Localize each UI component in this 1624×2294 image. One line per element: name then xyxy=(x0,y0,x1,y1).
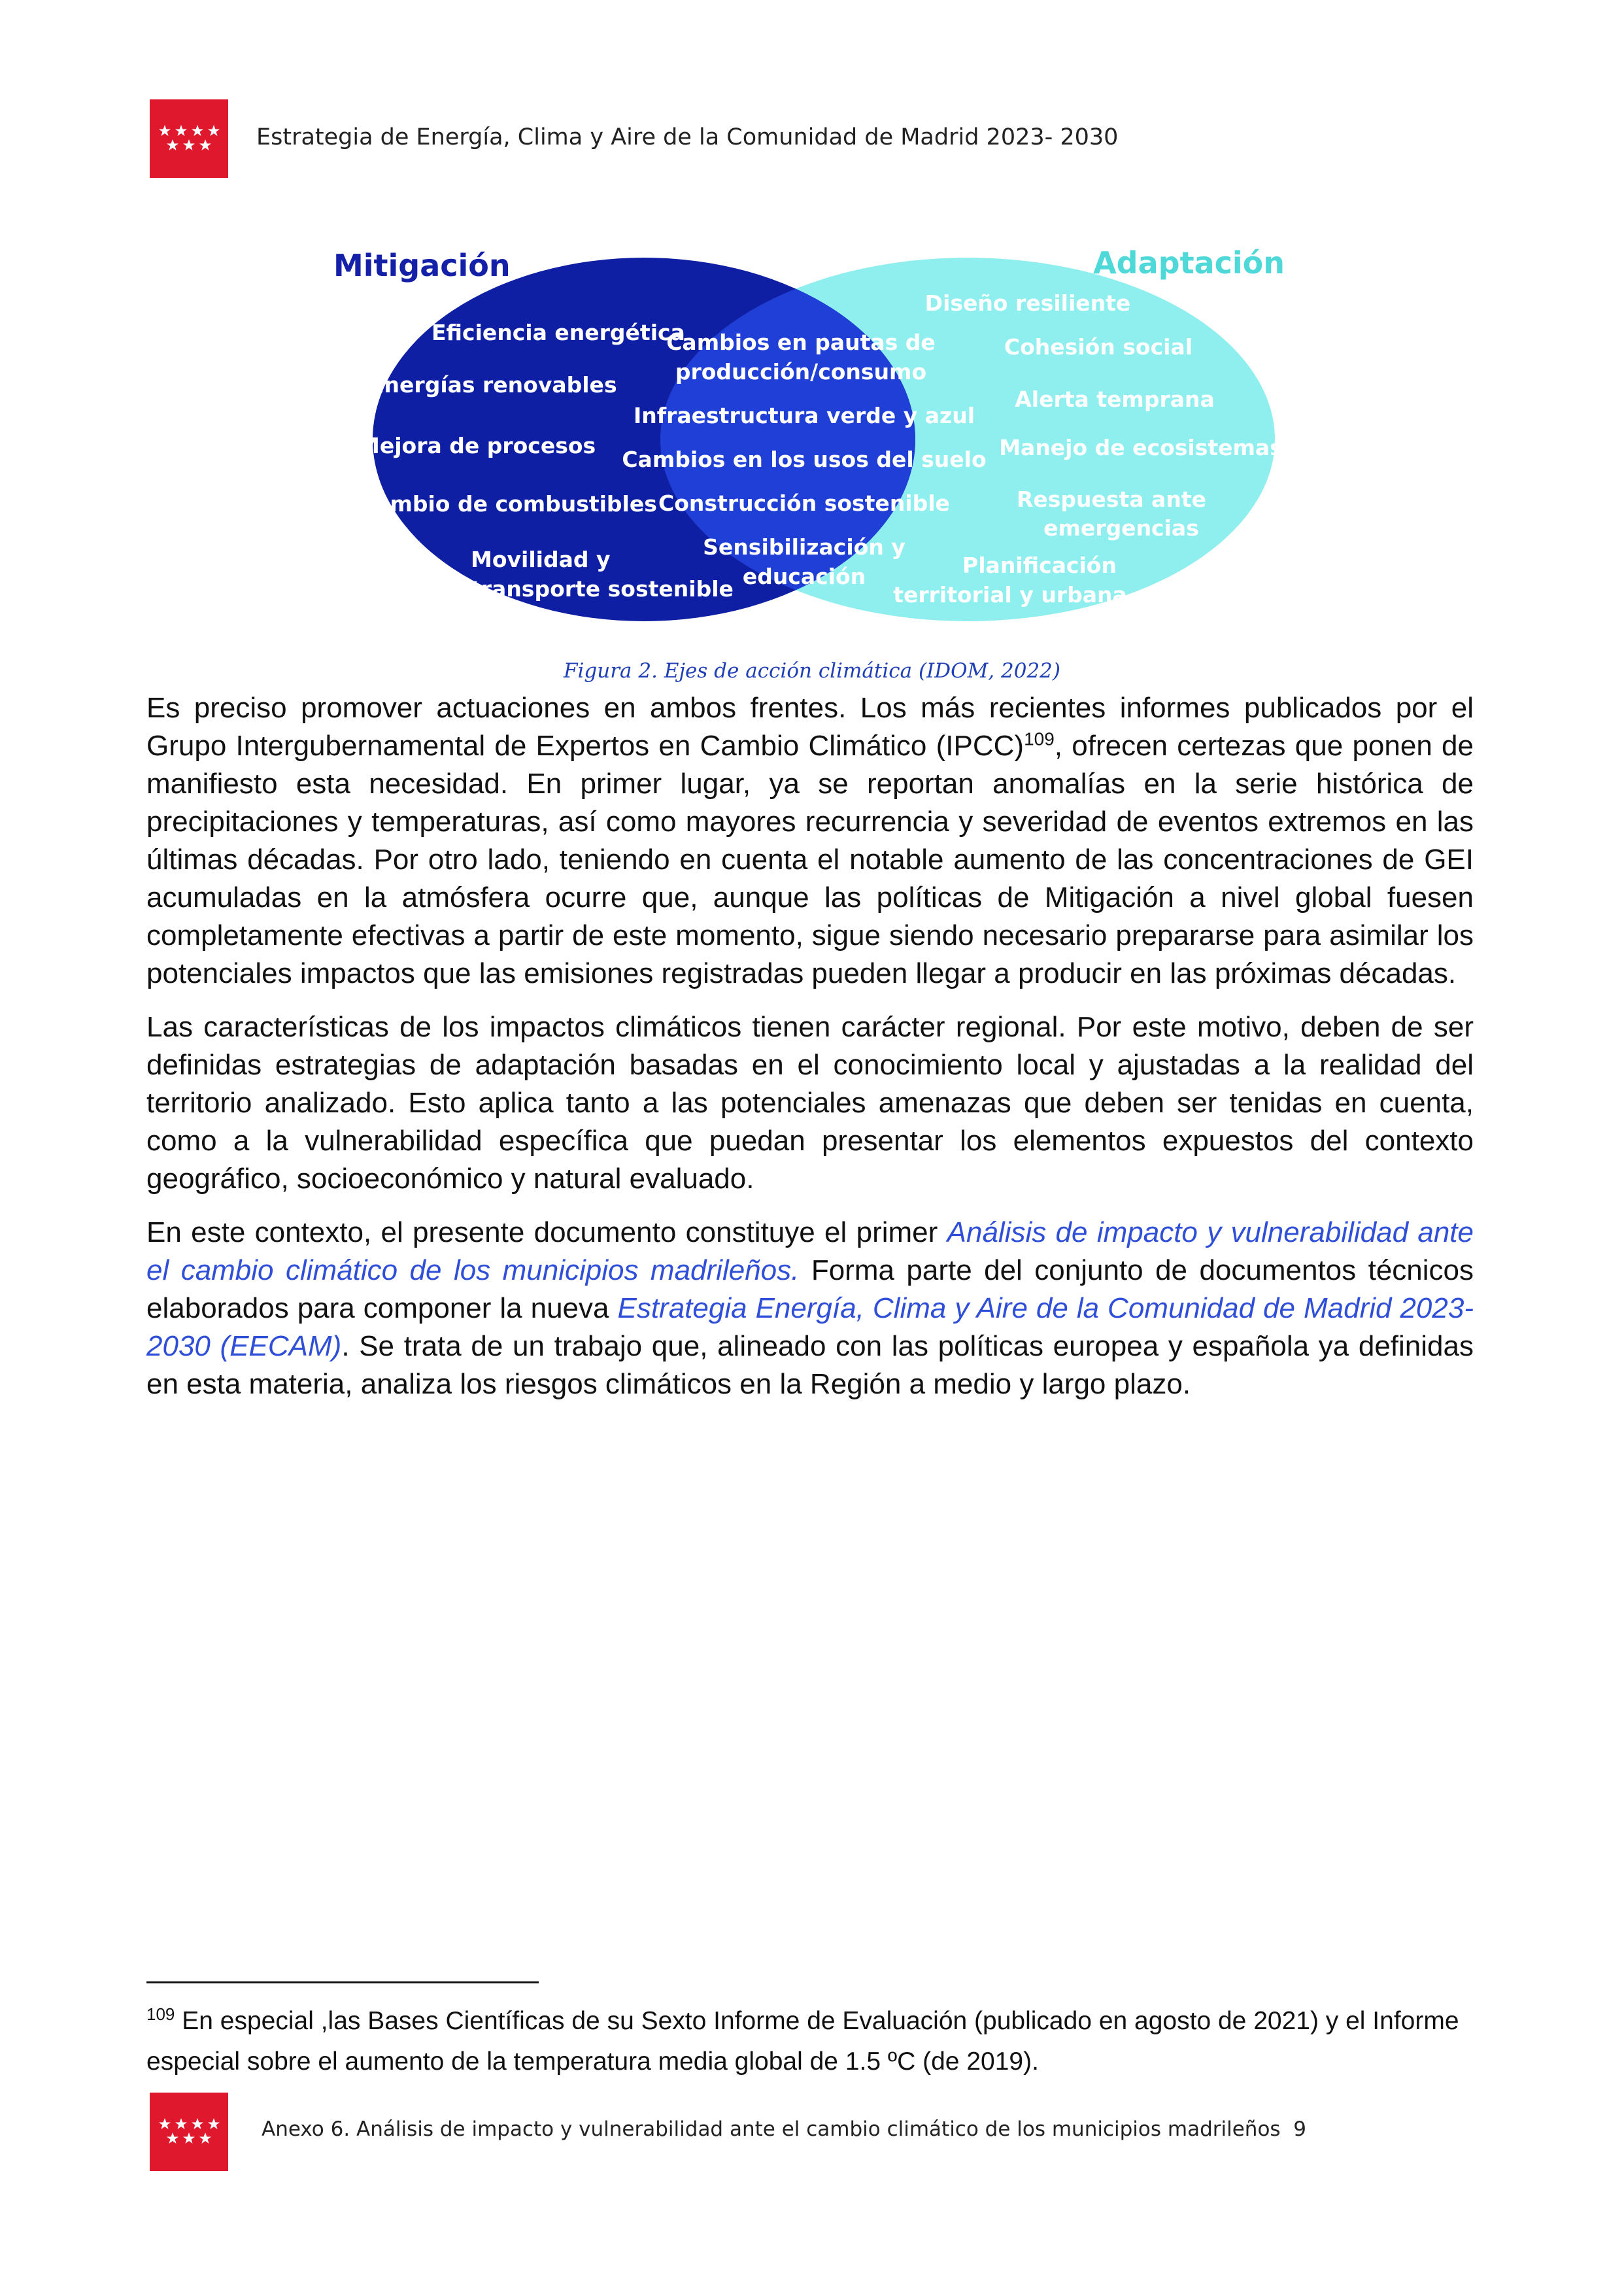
center-item-sensibilizacion-2: educación xyxy=(742,564,866,589)
center-item-pautas-1: Cambios en pautas de xyxy=(666,330,936,355)
figure-caption: Figura 2. Ejes de acción climática (IDOM, 2022) xyxy=(564,659,1060,683)
left-item-movilidad: Movilidad y xyxy=(471,547,611,572)
paragraph-1: Es preciso promover actuaciones en ambos frentes. Los más recientes informes publicados por el Grupo Intergubernamental de Expertos en Cambio Climático (IPCC)$^{109}$, ofrecen certezas que ponen de manifiesto esta necesidad. En primer lugar, ya se reportan anomalías en la serie histórica de precipitaciones y temperaturas, así como mayores recurrencia y severidad de eventos extremos en las últimas décadas. Por otro lado, teniendo en cuenta el notable aumento de las concentraciones de GEI acumuladas en la atmósfera ocurre que, aunque las políticas de Mitigación a nivel global fuesen completamente efectivas a partir de este momento, sigue siendo necesario prepararse para asimilar los potenciales impactos que las emisiones registradas pueden llegar a producir en las próximas décadas. xyxy=(146,692,1474,989)
left-item-renovables: Energías renovables xyxy=(369,372,617,398)
eecam-link[interactable]: Estrategia Energía, Clima y Aire de la Comunidad de Madrid 2023- 2030 (EECAM) xyxy=(146,1292,1474,1362)
page-number: 9 xyxy=(1293,2117,1307,2141)
stars-icon xyxy=(156,2117,222,2146)
center-item-usos-suelo: Cambios en los usos del suelo xyxy=(622,447,987,472)
left-item-procesos: Mejora de procesos xyxy=(358,433,596,458)
center-item-infraestructura: Infraestructura verde y azul xyxy=(633,403,975,428)
right-item-ecosistemas: Manejo de ecosistemas xyxy=(999,435,1283,460)
right-item-planificacion-1: Planificación xyxy=(962,553,1117,578)
left-item-transporte: transporte sostenible xyxy=(471,576,734,602)
madrid-logo-footer xyxy=(150,2093,228,2171)
center-item-sensibilizacion-1: Sensibilización y xyxy=(703,534,905,560)
right-item-respuesta-1: Respuesta ante xyxy=(1016,487,1207,512)
footnote-reference[interactable]: 109 xyxy=(1024,728,1055,749)
center-item-pautas-2: producción/consumo xyxy=(675,359,927,385)
left-item-eficiencia: Eficiencia energética xyxy=(431,320,685,345)
madrid-logo xyxy=(150,99,228,178)
center-item-construccion: Construcción sostenible xyxy=(658,490,950,516)
right-item-respuesta-2: emergencias xyxy=(1043,515,1199,541)
climate-action-venn-diagram xyxy=(314,235,1308,647)
left-item-combustibles: Cambio de combustibles xyxy=(360,491,657,517)
right-item-diseno: Diseño resiliente xyxy=(924,290,1131,316)
document-title: Estrategia de Energía, Clima y Aire de la Comunidad de Madrid 2023- 2030 xyxy=(256,124,1119,150)
footnote-number: 109 xyxy=(146,2004,175,2024)
paragraph-2: Las características de los impactos climáticos tienen carácter regional. Por este motivo, deben de ser definidas estrategias de adaptación basadas en el conocimiento local y ajustadas a la realidad del territorio analizado. Esto aplica tanto a las potenciales amenazas que deben ser tenidas en cuenta, como a la vulnerabilidad específica que puedan presentar los elementos expuestos del contexto geográfico, socioeconómico y natural evaluado. xyxy=(146,1011,1474,1195)
right-item-planificacion-2: territorial y urbana xyxy=(893,582,1127,608)
adaptation-title: Adaptación xyxy=(1093,245,1285,281)
paragraph-3: En este contexto, el presente documento constituye el primer Análisis de impacto y vulnerabilidad ante el cambio climático de los municipios madrileños. Forma parte del conjunto de documentos técnicos elaborados para componer la nueva Estrategia Energía, Clima y Aire de la Comunidad de Madrid 2023- 2030 (EECAM). Se trata de un trabajo que, alineado con las políticas europea y española ya definidas en esta materia, analiza los riesgos climáticos en la Región a medio y largo plazo. xyxy=(146,1216,1474,1400)
footer-title: Anexo 6. Análisis de impacto y vulnerabilidad ante el cambio climático de los municipios madrileños xyxy=(262,2117,1281,2141)
stars-icon xyxy=(156,124,222,153)
body-text xyxy=(146,689,1474,1419)
footnote: $^{109}$ En especial ,las Bases Científicas de su Sexto Informe de Evaluación (publicado en agosto de 2021) y el Informe especial sobre el aumento de la temperatura media global de 1.5 ºC (de 2019). xyxy=(146,2004,1459,2076)
right-item-cohesion: Cohesión social xyxy=(1004,334,1193,360)
analysis-link[interactable]: Análisis de impacto y vulnerabilidad ante el cambio climático de los municipios madrileños. xyxy=(146,1216,1474,1286)
right-item-alerta: Alerta temprana xyxy=(1015,386,1215,412)
footnote-separator xyxy=(146,1981,539,1983)
mitigation-title: Mitigación xyxy=(333,248,511,283)
page-footer xyxy=(262,2117,1306,2141)
